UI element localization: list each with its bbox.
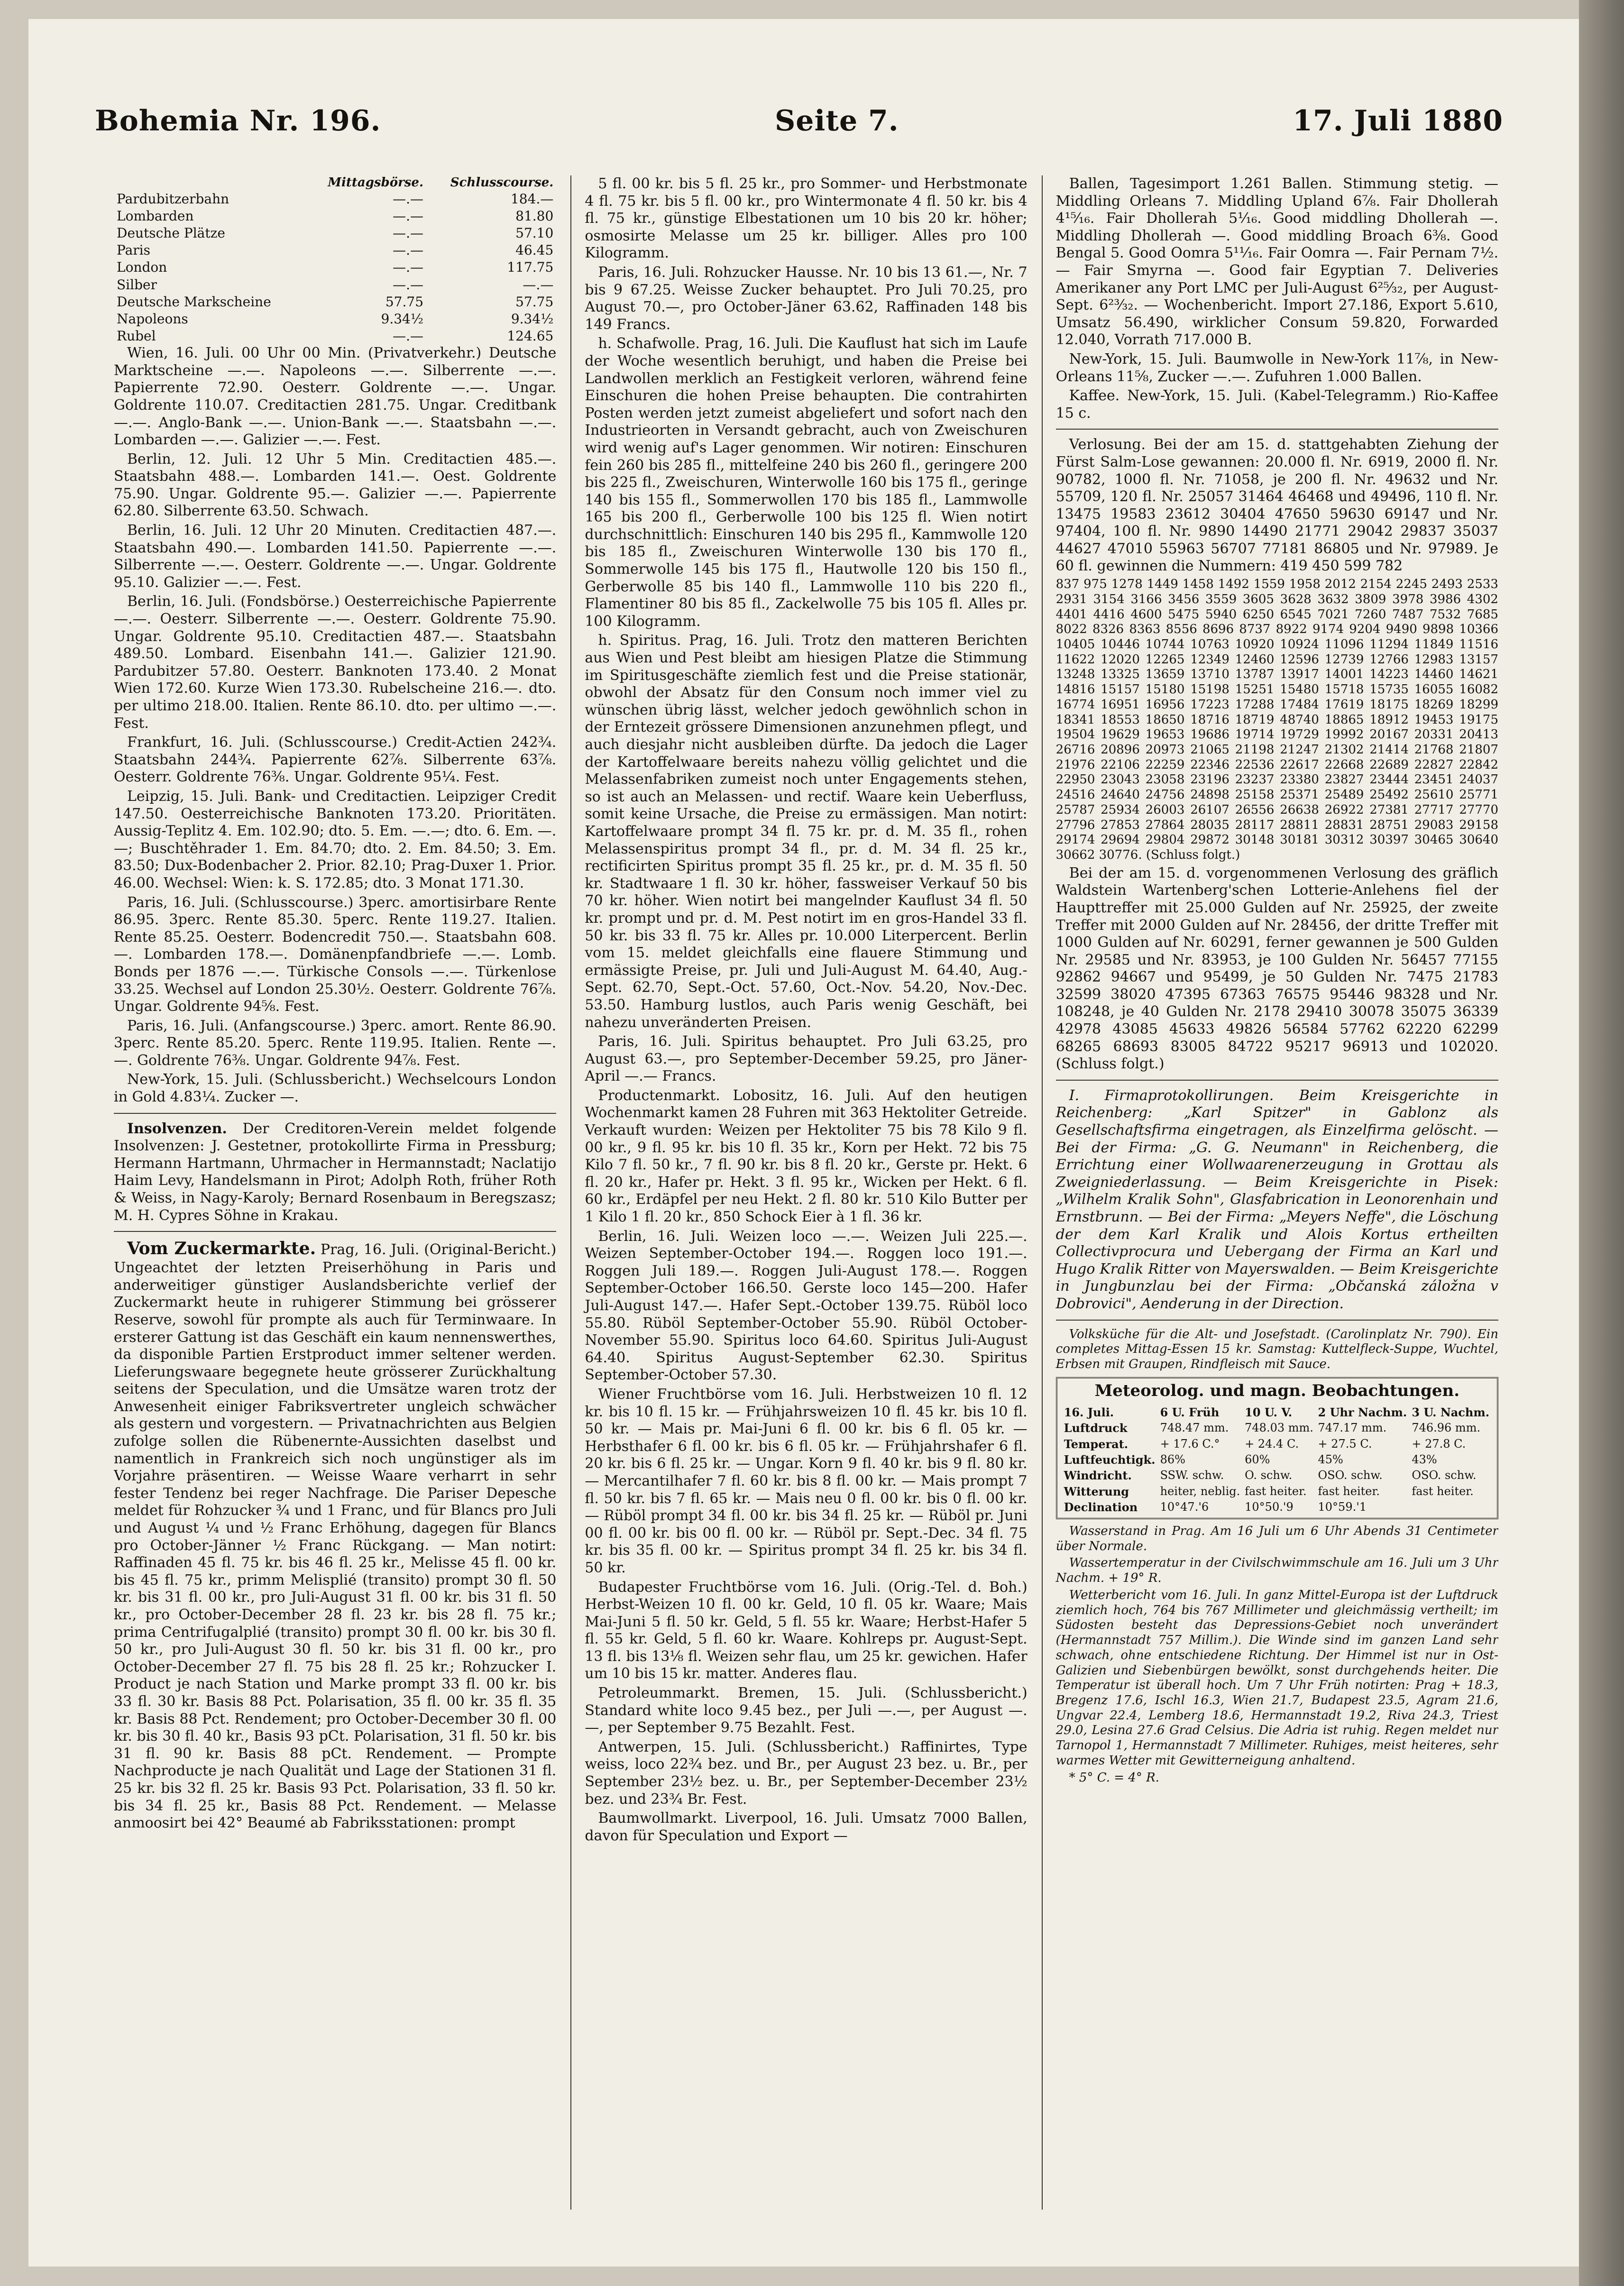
bourse-value: —.— [393,242,424,258]
meteo-header-cell: 3 U. Nachm. [1412,1405,1490,1420]
scan-edge [1579,0,1624,2286]
meteo-value: SSW. schw. [1160,1469,1224,1482]
divider [1056,1080,1498,1081]
bourse-value: —.— [523,276,554,293]
meteo-value: 748.47 mm. [1160,1421,1229,1435]
meteo-row [1062,1436,1492,1452]
meteo-header-cell: 6 U. Früh [1160,1405,1220,1420]
market-report: Wiener Fruchtbörse vom 16. Juli. Herbstweizen 10 fl. 12 kr. bis 10 fl. 15 kr. — Frühjahrsweizen 10 fl. 45 kr. bis 10 fl. 50 kr. — Mais pr. Mai-Juni 6 fl. 00 kr. bis 6 fl. 05 kr. — Herbsthafer 6 fl. 00 kr. bis 6 fl. 05 kr. — Frühjahrshafer 6 fl. 20 kr. bis 6 fl. 25 kr. — Ungar. Korn 9 fl. 40 kr. bis 9 fl. 80 kr. — Mercantilhafer 7 fl. 60 kr. bis 8 fl. 00 kr. — Mais prompt 7 fl. 50 kr. bis 7 fl. 65 kr. — Mais neu 0 fl. 00 kr. bis 0 fl. 00 kr. — Rüböl prompt 34 fl. 00 kr. bis 34 fl. 25 kr. — Rüböl pr. Juni 00 fl. 00 kr. bis 00 fl. 00 kr. — Rüböl pr. Sept.-Dec. 34 fl. 75 kr. bis 35 fl. 00 kr. — Spiritus prompt 34 fl. 25 kr. bis 34 fl. 50 kr. [585,1386,1028,1576]
bourse-table [114,175,556,345]
columns [114,175,1498,2210]
meteo-label: Declination [1064,1500,1138,1514]
meteo-value: heiter, neblig. [1160,1484,1240,1498]
bourse-value: —.— [393,259,424,275]
header-right: 17. Juli 1880 [1293,104,1503,138]
meteo-row [1062,1452,1492,1468]
market-report: New-York, 15. Juli. Baumwolle in New-York 11⅞, in New-Orleans 11⅝, Zucker —.—. Zufuhren 1.000 Ballen. [1055,350,1498,385]
meteo-value: 86% [1160,1452,1185,1466]
newspaper-page [28,19,1582,2267]
meteo-value: 10°50.'9 [1245,1500,1294,1514]
meteo-header-cell: 16. Juli. [1064,1405,1114,1420]
meteo-row [1062,1468,1492,1483]
meteo-value: fast heiter. [1318,1484,1380,1498]
market-report: h. Spiritus. Prag, 16. Juli. Trotz den matteren Berichten aus Wien und Pest bleibt am hiesigen Platze die Stimmung im Spiritusgeschäfte ziemlich fest und die Preise stationär, obwohl der Absatz für den Consum noch immer viel zu wünschen übrig lässt, welcher jedoch gewöhnlich schon in der Erntezeit grössere Dimensionen anzunehmen pflegt, und auch diesjahr nicht ausbleiben dürfte. Da jedoch die Lager der Kartoffelwaare bereits nahezu völlig gelichtet und die Melassenfabriken zumeist noch unter Engagements stehen, so ist auch an Melassen- und rectif. Waare kein Ueberfluss, somit keine Ursache, die Preise zu ermässigen. Man notirt: Kartoffelwaare prompt 34 fl. 75 kr. pr. d. M. 35 fl., rohen Melassenspiritus prompt 34 fl., pr. d. M. 34 fl. 25 kr., rectificirten Spiritus prompt 35 fl. 25 kr., pr. d. M. 35 fl. 50 kr. Stadtwaare 1 fl. 30 kr. höher, fassweiser Verkauf 50 bis 70 kr. höher. Wien notirt bei mangelnder Kauflust 34 fl. 50 kr. prompt und pr. d. M. Pest notirt im en gros-Handel 33 fl. 50 kr. bis 33 fl. 75 kr. Alles pr. 10.000 Literpercent. Berlin vom 15. meldet gleichfalls eine flauere Stimmung und ermässigte Preise, pr. Juli und Juli-August M. 64.40, Aug.-Sept. 62.70, Sept.-Oct. 57.60, Oct.-Nov. 54.20, Nov.-Dec. 53.50. Hamburg lustlos, auch Paris wenig Geschäft, bei nahezu unveränderten Preisen. [585,632,1028,1031]
meteo-value: O. schw. [1245,1469,1293,1482]
meteo-value: 10°59.'1 [1318,1500,1367,1514]
bourse-value: 184.— [510,191,554,207]
meteo-label: Luftdruck [1064,1421,1128,1435]
bourse-label: Napoleons [117,311,188,327]
bourse-value: —.— [393,276,424,293]
divider [1056,429,1498,430]
bourse-label: Pardubitzerbahn [117,191,229,207]
bourse-heading-1: Mittagsbörse. [328,175,424,190]
verlosung-numbers: 837 975 1278 1449 1458 1492 1559 1958 2012 2154 2245 2493 2533 2931 3154 3166 3456 3559 3605 3628 3632 3809 3978 3986 4302 4401 4416 4600 5475 5940 6250 6545 7021 7260 7487 7532 7685 8022 8326 8363 8556 8696 8737 8922 9174 9204 9490 9898 10366 10405 10446 10744 10763 10920 10924 11096 11294 11849 11516 11622 12020 12265 12349 12460 12596 12739 12766 12983 13157 13248 13325 13659 13710 13787 13917 14001 14223 14460 14621 14816 15157 15180 15198 15251 15480 15718 15735 16055 16082 16774 16951 16956 17223 17288 17484 17619 18175 18269 18299 18341 18553 18650 18716 18719 48740 18865 18912 19453 19175 19504 19629 19653 19686 19714 19729 19992 20167 20331 20413 26716 20896 20973 21065 21198 21247 21302 21414 21768 21807 21976 22106 22259 22346 22536 22617 22668 22689 22827 22842 22950 23043 23058 23196 23237 23380 23827 23444 23451 24037 24516 24640 24756 24898 25158 25371 25489 25492 25610 25771 25787 25934 26003 26107 26556 26638 26922 27381 27717 27770 27796 27853 27864 28035 28117 28811 28831 28751 29083 29158 29174 29694 29804 29872 30148 30181 30312 30397 30465 30640 30662 30776. (Schluss folgt.) [1055,577,1498,862]
bourse-row [114,259,556,276]
meteo-label: Luftfeuchtigk. [1064,1452,1156,1467]
meteo-row [1062,1499,1492,1515]
meteo-note: Wetterbericht vom 16. Juli. In ganz Mittel-Europa ist der Luftdruck ziemlich hoch, 764 bis 767 Millimeter und gleichmässig vertheilt; im Südosten besteht das Depressions-Gebiet noch unverändert (Hermannstadt 757 Millim.). Die Winde sind im ganzen Land sehr schwach, ohne entschiedene Richtung. Der Himmel ist nur in Ost-Galizien und Siebenbürgen bewölkt, sonst durchgehends heiter. Die Temperatur ist überall hoch. Um 7 Uhr Früh notirten: Prag + 18.3, Bregenz 17.6, Ischl 16.3, Wien 21.7, Budapest 23.5, Agram 21.6, Ungvar 22.4, Lemberg 18.6, Hermannstadt 19.2, Riva 24.3, Triest 29.0, Lesina 27.6 Grad Celsius. Die Adria ist ruhig. Regen meldet nur Tarnopol 1, Hermannstadt 7 Millimeter. Ruhiges, meist heiteres, sehr warmes Wetter mit Gewitterneigung anhaltend. [1055,1588,1498,1768]
bourse-row [114,276,556,294]
bourse-value: 57.10 [515,225,554,241]
bourse-label: Lombarden [117,208,194,224]
meteo-value: + 17.6 C.° [1160,1437,1220,1451]
bourse-label: Silber [117,276,157,293]
market-report: Berlin, 16. Juli. 12 Uhr 20 Minuten. Creditactien 487.—. Staatsbahn 490.—. Lombarden 141.50. Papierrente —.—. Silberrente —.—. Oesterr. Goldrente —.—. Ungar. Goldrente 95.10. Galizier —.—. Fest. [114,522,557,591]
bourse-value: —.— [393,191,424,207]
bourse-row [114,191,556,208]
divider [114,1113,556,1114]
column-3 [1042,175,1498,2210]
meteo-value: 45% [1318,1452,1343,1466]
market-report: Frankfurt, 16. Juli. (Schlusscourse.) Credit-Actien 242¾. Staatsbahn 244¾. Papierrente 62⅞. Silberrente 63⅞. Oesterr. Goldrente 76⅜. Ungar. Goldrente 95¼. Fest. [114,734,557,786]
col3-reports [1056,175,1498,422]
meteo-value: 746.96 mm. [1412,1421,1481,1435]
bourse-value: 117.75 [507,259,554,275]
meteo-label: Windricht. [1064,1469,1132,1483]
bourse-row [114,294,556,311]
market-report: Budapester Fruchtbörse vom 16. Juli. (Orig.-Tel. d. Boh.) Herbst-Weizen 10 fl. 00 kr. Geld, 10 fl. 05 kr. Waare; Mais Mai-Juni 5 fl. 50 kr. Geld, 5 fl. 55 kr. Waare; Herbst-Hafer 5 fl. 55 kr. Geld, 5 fl. 60 kr. Waare. Kohlreps pr. August-Sept. 13 fl. bis 13⅛ fl. Weizen sehr flau, um 25 kr. gewichen. Hafer um 10 bis 15 kr. matter. Anderes flau. [585,1579,1028,1682]
bourse-row [114,242,556,259]
market-report: Paris, 16. Juli. (Anfangscourse.) 3perc. amort. Rente 86.90. 3perc. Rente 85.20. 5perc. Rente 119.95. Italien. Rente —.—. Goldrente 76⅜. Ungar. Goldrente 94⅞. Fest. [114,1017,557,1069]
insolvenzen-text: Insolvenzen. Der Creditoren-Verein meldet folgende Insolvenzen: J. Gestetner, protokollirte Firma in Pressburg; Hermann Hartmann, Uhrmacher in Hermannstadt; Naclatijo Haim Levy, Handelsmann in Pirot; Adolph Roth, früher Roth & Weiss, in Nagy-Karoly; Bernard Rosenbaum in Beregszasz; M. H. Cypres Söhne in Krakau. [114,1120,557,1224]
market-report: h. Schafwolle. Prag, 16. Juli. Die Kauflust hat sich im Laufe der Woche wesentlich beruhigt, und haben die Preise bei Landwollen merklich an Festigkeit verloren, während feine Einschuren die hohen Preise behaupten. Die contrahirten Posten werden jetzt zumeist abgeliefert und sofort nach den Industrieorten in Versandt gebracht, auch von Zweischuren wird wenig auf's Lager genommen. Wir notiren: Einschuren fein 260 bis 285 fl., mittelfeine 240 bis 260 fl., geringere 200 bis 225 fl., Zweischuren, Winterwolle 160 bis 175 fl., geringe 140 bis 155 fl., Sommerwollen 170 bis 185 fl., Lammwolle 165 bis 200 fl., Gerberwolle 100 bis 125 fl. Wien notirt durchschnittlich: Einschuren 140 bis 295 fl., Kammwolle 120 bis 185 fl., Zweischuren Winterwolle 130 bis 170 fl., Sommerwolle 145 bis 175 fl., Hautwolle 120 bis 150 fl., Gerberwolle 85 bis 140 fl., Lammwolle 110 bis 220 fl., Flamentiner 80 bis 85 fl., Zackelwolle 75 bis 105 fl. Alles pr. 100 Kilogramm. [585,335,1028,630]
bourse-value: 9.34½ [381,311,424,327]
waldstein-text: Bei der am 15. d. vorgenommenen Verlosung des gräflich Waldstein Wartenberg'schen Lotterie-Anlehens fiel der Haupttreffer mit 25.000 Gulden auf Nr. 25925, der zweite Treffer mit 2000 Gulden auf Nr. 28456, der dritte Treffer mit 1000 Gulden auf Nr. 60291, ferner gewannen je 500 Gulden Nr. 29585 und Nr. 83953, je 100 Gulden Nr. 56457 77155 92862 94667 und 95499, je 50 Gulden Nr. 7475 21783 32599 38020 47395 67363 76575 95446 98328 und Nr. 108248, je 40 Gulden Nr. 2178 29410 30078 35075 36339 42978 43085 45633 49826 56584 57762 62220 62299 68265 68693 83005 84722 95217 96913 und 102020. (Schluss folgt.) [1055,864,1498,1073]
meteo-row [1062,1420,1492,1436]
divider [114,1231,556,1232]
col1-reports [114,345,556,1106]
meteo-value: OSO. schw. [1412,1469,1477,1482]
meteo-value: fast heiter. [1412,1484,1474,1498]
meteo-value: + 24.4 C. [1245,1437,1299,1451]
meteo-value [1410,1499,1492,1515]
bourse-row [114,328,556,345]
meteo-box [1056,1377,1498,1519]
bourse-value: —.— [393,328,424,344]
verlosung-intro: Verlosung. Bei der am 15. d. stattgehabten Ziehung der Fürst Salm-Lose gewannen: 20.000 fl. Nr. 6919, 2000 fl. Nr. 90782, 1000 fl. Nr. 71058, je 200 fl. Nr. 49632 und Nr. 55709, 120 fl. Nr. 25057 31464 46468 und 49496, 110 fl. Nr. 13475 19583 23612 30404 47650 59630 69147 und Nr. 97404, 100 fl. Nr. 9890 14490 21771 29042 29837 35037 44627 47010 55963 56707 77181 86805 und Nr. 97989. Je 60 fl. gewinnen die Nummern: 419 450 599 782 [1055,436,1498,575]
firmen-text: I. Firmaprotokollirungen. Beim Kreisgerichte in Reichenberg: „Karl Spitzer" in Gablonz als Gesellschaftsfirma eingetragen, als Einzelfirma gelöscht. — Bei der Firma: „G. G. Neumann" in Reichenberg, die Errichtung einer Wollwaarenerzeugung in Grottau als Zweigniederlassung. — Beim Kreisgerichte in Pisek: „Wilhelm Kralik Sohn", Glasfabrication in Leonorenhain und Ernstbrunn. — Bei der Firma: „Meyers Neffe", die Löschung der dem Karl Kralik und Alois Kortus ertheilten Collectivprocura und Uebergang der Firma an Karl und Hugo Kralik Ritter von Mayerswalden. — Beim Kreisgerichte in Jungbunzlau bei der Firma: „Občanská záložna v Dobrovici", Aenderung in der Direction. [1055,1087,1498,1312]
bourse-row [114,225,556,242]
divider [1056,1320,1498,1321]
meteo-value: 10°47.'6 [1160,1500,1209,1514]
bourse-heading-2: Schlusscourse. [450,175,554,190]
bourse-value: 9.34½ [511,311,554,327]
column-2 [570,175,1027,2210]
meteo-note: Wassertemperatur in der Civilschwimmschule am 16. Juli um 3 Uhr Nachm. + 19° R. [1055,1556,1498,1586]
meteo-notes [1056,1524,1498,1785]
bourse-row [114,311,556,328]
insolvenzen-title: Insolvenzen. [127,1120,227,1137]
meteo-note: Wasserstand in Prag. Am 16 Juli um 6 Uhr Abends 31 Centimeter über Normale. [1055,1524,1498,1553]
market-report: Kaffee. New-York, 15. Juli. (Kabel-Telegramm.) Rio-Kaffee 15 c. [1055,387,1498,422]
bourse-label: Deutsche Plätze [117,225,225,241]
market-report: Wien, 16. Juli. 00 Uhr 00 Min. (Privatverkehr.) Deutsche Marktscheine —.—. Napoleons —.—. Silberrente —.—. Papierrente 72.90. Oesterr. Goldrente —.—. Ungar. Goldrente 110.07. Creditactien 281.75. Ungar. Creditbank —.—. Anglo-Bank —.—. Union-Bank —.—. Staatsbahn —.—. Lombarden —.—. Galizier —.—. Fest. [114,345,557,449]
market-report: Berlin, 16. Juli. Weizen loco —.—. Weizen Juli 225.—. Weizen September-October 194.—. Roggen loco 191.—. Roggen Juli 189.—. Roggen Juli-August 178.—. Roggen September-October 166.50. Gerste loco 145—200. Hafer Juli-August 147.—. Hafer Sept.-October 139.75. Rüböl loco 55.80. Rüböl September-October 55.90. Rüböl October-November 55.90. Spiritus loco 64.60. Spiritus Juli-August 64.40. Spiritus August-September 62.30. Spiritus September-October 57.30. [585,1228,1028,1384]
bourse-value: —.— [393,208,424,224]
bourse-value: —.— [393,225,424,241]
market-report: Berlin, 12. Juli. 12 Uhr 5 Min. Creditactien 485.—. Staatsbahn 488.—. Lombarden 141.—. Oest. Goldrente 75.90. Ungar. Goldrente 95.—. Galizier —.—. Papierrente 62.80. Silberrente 63.50. Schwach. [114,450,557,520]
bourse-value: 57.75 [515,294,554,310]
market-report: New-York, 15. Juli. (Schlussbericht.) Wechselcours London in Gold 4.83¼. Zucker —. [114,1071,557,1106]
col2-reports [585,175,1027,1845]
bourse-value: 46.45 [515,242,554,258]
market-report: Paris, 16. Juli. Spiritus behauptet. Pro Juli 63.25, pro August 63.—, pro September-December 59.25, pro Jäner-April —.— Francs. [585,1033,1028,1085]
zucker-title: Vom Zuckermarkte. [127,1239,316,1259]
bourse-value: 57.75 [385,294,424,310]
meteo-value: + 27.8 C. [1412,1437,1466,1451]
bourse-label: London [117,259,167,275]
bourse-value: 124.65 [507,328,554,344]
market-report: Leipzig, 15. Juli. Bank- und Creditactien. Leipziger Credit 147.50. Oesterreichische Banknoten 173.20. Prioritäten. Aussig-Teplitz 4. Em. 102.90; dto. 5. Em. —.—; dto. 6. Em. —.—; Buschtěhrader 1. Em. 84.70; dto. 2. Em. 84.50; 3. Em. 83.50; Dux-Bodenbacher 2. Prior. 82.10; Prag-Duxer 1. Prior. 46.00. Wechsel: Wien: k. S. 172.85; dto. 3 Monat 171.30. [114,788,557,891]
market-report: 5 fl. 00 kr. bis 5 fl. 25 kr., pro Sommer- und Herbstmonate 4 fl. 75 kr. bis 5 fl. 00 kr., pro Wintermonate 4 fl. 50 kr. bis 4 fl. 75 kr., günstige Elbestationen um 10 bis 20 kr. höher; osmosirte Melasse um 25 kr. billiger. Alles pro 100 Kilogramm. [585,175,1028,262]
market-report: Paris, 16. Juli. Rohzucker Hausse. Nr. 10 bis 13 61.—, Nr. 7 bis 9 67.25. Weisse Zucker behauptet. Pro Juli 70.25, pro August 70.—, pro October-Jäner 63.62, Raffinaden 148 bis 149 Francs. [585,264,1028,333]
market-report: Productenmarkt. Lobositz, 16. Juli. Auf den heutigen Wochenmarkt kamen 28 Fuhren mit 363 Hektoliter Getreide. Verkauft wurden: Weizen per Hektoliter 75 bis 78 Kilo 9 fl. 00 kr., 9 fl. 95 kr. bis 10 fl. 35 kr., Korn per Hekt. 72 bis 75 Kilo 7 fl. 50 kr., 7 fl. 90 kr. bis 8 fl. 20 kr., Gerste pr. Hekt. 6 fl. 20 kr., Hafer pr. Hekt. 3 fl. 95 kr., Wicken per Hekt. 6 fl. 60 kr., Erdäpfel per neu Hekt. 2 fl. 80 kr. 510 Kilo Butter per 1 Kilo 1 fl. 20 kr., 850 Schock Eier à 1 fl. 36 kr. [585,1087,1028,1226]
page-header [95,104,1503,171]
bourse-label: Rubel [117,328,156,344]
meteo-note: * 5° C. = 4° R. [1069,1770,1159,1785]
meteo-row [1062,1484,1492,1499]
bourse-label: Paris [117,242,150,258]
header-center: Seite 7. [774,104,899,138]
meteo-value: 747.17 mm. [1318,1421,1387,1435]
meteo-title: Meteorolog. und magn. Beobachtungen. [1094,1381,1460,1400]
meteo-label: Witterung [1064,1484,1129,1498]
meteo-value: OSO. schw. [1318,1469,1383,1482]
market-report: Paris, 16. Juli. (Schlusscourse.) 3perc. amortisirbare Rente 86.95. 3perc. Rente 85.30. 5perc. Rente 119.27. Italien. Rente 85.25. Oesterr. Bodencredit 750.—. Staatsbahn 608.—. Lombarden 178.—. Domänenpfandbriefe —.—. Lomb. Bonds per 1876 —.—. Türkische Consols —.—. Türkenlose 33.25. Wechsel auf London 25.30½. Oesterr. Goldrente 76⅞. Ungar. Goldrente 94⅝. Fest. [114,894,557,1015]
meteo-value: fast heiter. [1245,1484,1307,1498]
meteo-table [1062,1405,1492,1515]
meteo-value: 60% [1245,1452,1270,1466]
market-report: Berlin, 16. Juli. (Fondsbörse.) Oesterreichische Papierrente —.—. Oesterr. Silberrente —.—. Oesterr. Goldrente 75.90. Ungar. Goldrente 95.10. Creditactien 487.—. Staatsbahn 489.50. Lombard. Eisenbahn 141.—. Galizier 121.90. Pardubitzer 57.80. Oesterr. Banknoten 173.40. 2 Monat Wien 172.60. Kurze Wien 173.30. Rubelscheine 216.—. dto. per ultimo 218.00. Italien. Rente 86.10. dto. per ultimo —.—. Fest. [114,593,557,732]
speise-text: Volksküche für die Alt- und Josefstadt. (Carolinplatz Nr. 790). Ein completes Mittag-Essen 15 kr. Samstag: Kuttelfleck-Suppe, Wuchtel, Erbsen mit Graupen, Rindfleisch mit Sauce. [1055,1327,1498,1371]
bourse-label: Deutsche Markscheine [117,294,271,310]
zucker-text: Vom Zuckermarkte. Prag, 16. Juli. (Original-Bericht.) Ungeachtet der letzten Preiserhöhung in Paris und anderweitiger günstiger Auslandsberichte verlief der Zuckermarkt heute in ruhigerer Stimmung bei grösserer Reserve, sowohl für prompte als auch für Terminwaare. In ersterer Gattung ist das Geschäft ein kaum nennenswerthes, da disponible Partien Erstproduct immer seltener werden. Lieferungswaare begegnete heute grösserer Zurückhaltung seitens der Speculation, und die Umsätze waren trotz der Anwesenheit einiger Fabriksvertreter ungleich schwächer als gestern und vorgestern. — Privatnachrichten aus Belgien zufolge sollen die Rübenernte-Aussichten daselbst und namentlich in Frankreich sich noch ungünstiger als im Vorjahre präsentiren. — Weisse Waare verharrt in sehr fester Tendenz bei reger Nachfrage. Die Pariser Depesche meldet für Rohzucker ¾ und 1 Franc, und für Blancs pro Juli und August ¼ und ½ Franc Erhöhung, dagegen für Blancs pro October-Jänner ½ Franc Rückgang. — Man notirt: Raffinaden 45 fl. 75 kr. bis 46 fl. 25 kr., Melisse 45 fl. 00 kr. bis 45 fl. 75 kr., primm Melisplié (transito) prompt 30 fl. 50 kr. bis 31 fl. 00 kr., pro Juli-August 31 fl. 00 kr. bis 31 fl. 50 kr., pro October-December 28 fl. 23 kr. bis 28 fl. 75 kr.; prima Centrifugalplié (transito) prompt 30 fl. 00 kr. bis 30 fl. 50 kr., pro Juli-August 30 fl. 50 kr. bis 31 fl. 00 kr., pro October-December 27 fl. 75 bis 28 fl. 25 kr.; Rohzucker I. Product je nach Station und Marke prompt 33 fl. 00 kr. bis 33 fl. 30 kr. Basis 88 Pct. Polarisation, 35 fl. 00 kr. 35 fl. 35 kr. Basis 88 Pct. Rendement; pro October-December 30 fl. 00 kr. bis 30 fl. 40 kr., Basis 93 pCt. Polarisation, 31 fl. 50 kr. bis 31 fl. 90 kr. Basis 88 pCt. Rendement. — Prompte Nachproducte je nach Qualität und Lage der Stationen 31 fl. 25 kr. bis 32 fl. 25 kr. Basis 93 Pct. Polarisation, 33 fl. 50 kr. bis 34 fl. 25 kr., Basis 88 Pct. Rendement. — Melasse anmoosirt bei 42° Beaumé ab Fabriksstationen: prompt [114,1239,557,1832]
bourse-value: 81.80 [515,208,554,224]
header-left: Bohemia Nr. 196. [95,104,381,138]
market-report: Petroleummarkt. Bremen, 15. Juli. (Schlussbericht.) Standard white loco 9.45 bez., per Juli —.—, per August —.—, per September 9.75 Bezahlt. Fest. [585,1685,1028,1736]
meteo-value: 43% [1412,1452,1437,1466]
meteo-value: + 27.5 C. [1318,1437,1372,1451]
market-report: Baumwollmarkt. Liverpool, 16. Juli. Umsatz 7000 Ballen, davon für Speculation und Export — [585,1810,1028,1844]
column-1 [114,175,556,2210]
meteo-label: Temperat. [1064,1437,1129,1451]
meteo-header-cell: 10 U. V. [1245,1405,1293,1420]
market-report: Ballen, Tagesimport 1.261 Ballen. Stimmung stetig. — Middling Orleans 7. Middling Upland 6⅞. Fair Dhollerah 4¹⁵⁄₁₆. Fair Dhollerah 5¹⁄₁₆. Good middling Dhollerah —. Middling Dhollerah —. Good middling Broach 6⅜. Good Bengal 5. Good Oomra 5¹¹⁄₁₆. Fair Oomra —. Fair Pernam 7½. — Fair Smyrna —. Good fair Egyptian 7. Deliveries Amerikaner any Port LMC per Juli-August 6²⁵⁄₃₂, per August-Sept. 6²³⁄₃₂. — Wochenbericht. Import 27.186, Export 5.610, Umsatz 56.490, wirklicher Consum 59.820, Forwarded 12.040, Vorrath 717.000 B. [1055,175,1498,349]
bourse-row [114,208,556,225]
bourse-rows [114,191,556,345]
market-report: Antwerpen, 15. Juli. (Schlussbericht.) Raffinirtes, Type weiss, loco 22¾ bez. und Br., per August 23 bez. u. Br., per September 23½ bez. u. Br., per September-December 23½ bez. und 23¾ Br. Fest. [585,1738,1028,1808]
meteo-value: 748.03 mm. [1245,1421,1313,1435]
meteo-header-cell: 2 Uhr Nachm. [1318,1405,1407,1420]
